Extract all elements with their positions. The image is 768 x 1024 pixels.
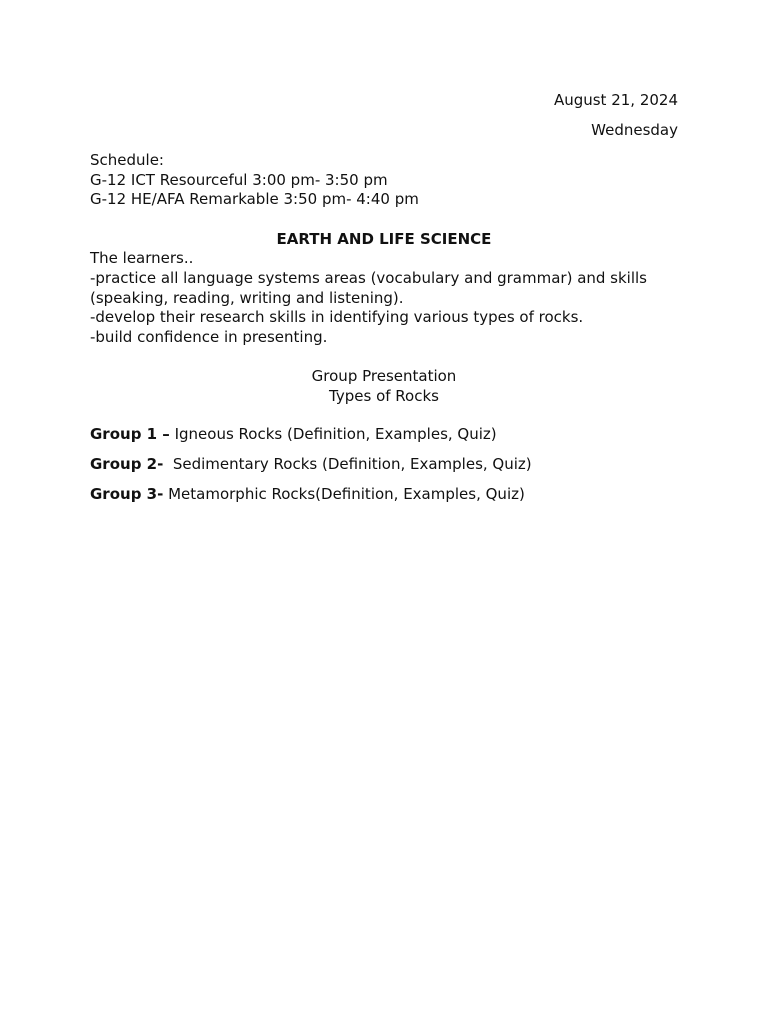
schedule-label: Schedule: [90, 151, 164, 169]
group-label: Group 2- [90, 454, 164, 473]
group-text: Metamorphic Rocks(Definition, Examples, Quiz) [163, 484, 525, 503]
group-label: Group 3- [90, 484, 164, 503]
schedule-entry: G-12 ICT Resourceful 3:00 pm- 3:50 pm [90, 170, 388, 189]
objectives-section [90, 249, 678, 347]
group-list [90, 425, 678, 505]
schedule-section [90, 151, 678, 210]
presentation-title: Group Presentation [311, 367, 457, 386]
group-text: Igneous Rocks (Definition, Examples, Quiz) [169, 424, 497, 443]
schedule-entry: G-12 HE/AFA Remarkable 3:50 pm- 4:40 pm [90, 190, 419, 209]
objectives-intro: The learners.. [90, 249, 194, 268]
group-item [90, 485, 678, 505]
date-text: August 21, 2024 [553, 91, 678, 109]
presentation-heading [90, 367, 678, 406]
subject-title: EARTH AND LIFE SCIENCE [276, 229, 492, 248]
objective-item: (speaking, reading, writing and listening). [90, 288, 404, 307]
group-label: Group 1 – [90, 424, 170, 443]
document-body [90, 91, 678, 515]
presentation-topic: Types of Rocks [329, 386, 439, 405]
group-text: Sedimentary Rocks (Definition, Examples, Quiz) [163, 454, 532, 473]
objective-item: -develop their research skills in identifying various types of rocks. [90, 308, 584, 327]
group-item [90, 455, 678, 475]
objective-item: -practice all language systems areas (vocabulary and grammar) and skills [90, 268, 647, 287]
day-text: Wednesday [591, 121, 678, 139]
group-item [90, 425, 678, 445]
objective-item: -build confidence in presenting. [90, 327, 328, 346]
